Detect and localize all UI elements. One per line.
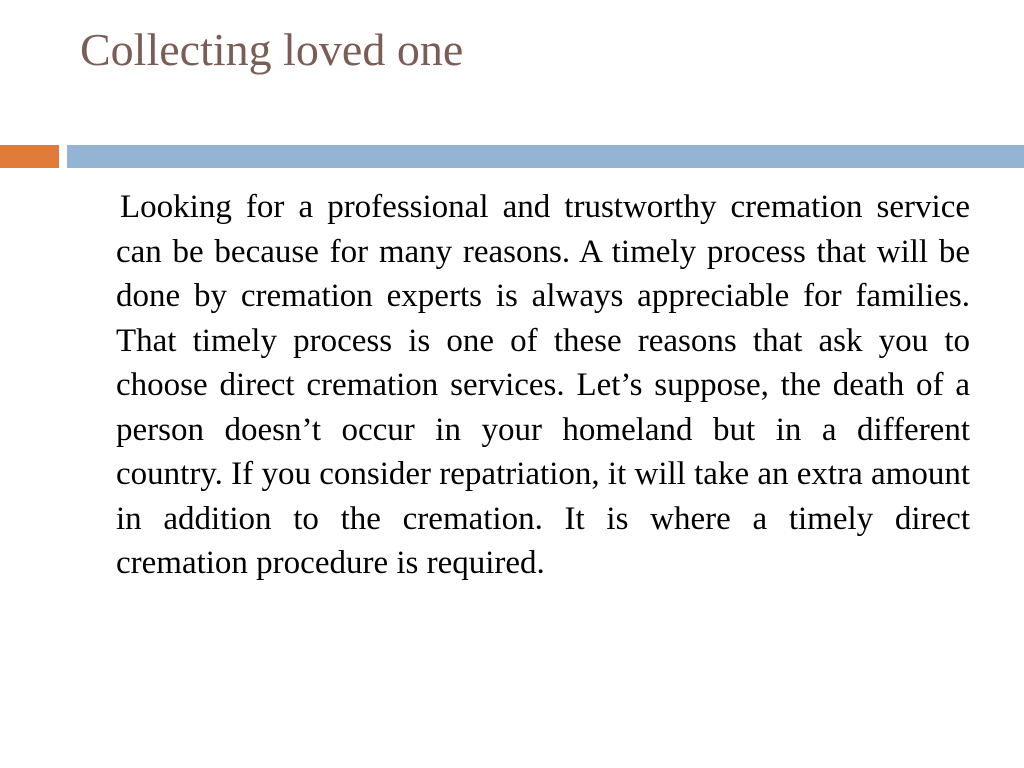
accent-bar-orange	[0, 145, 59, 168]
slide-body-text: Looking for a professional and trustworthy cremation service can be because for many reasons. A timely process that will be done by cremation experts is always appreciable for families. That timely process is one of these reasons that ask you to choose direct cremation services. Let’s suppose, the death of a person doesn’t occur in your homeland but in a different country. If you consider repatriation, it will take an extra amount in addition to the cremation. It is where a timely direct cremation procedure is required.	[116, 189, 970, 581]
accent-bar-blue	[67, 145, 1024, 168]
slide-title: Collecting loved one	[80, 24, 464, 75]
